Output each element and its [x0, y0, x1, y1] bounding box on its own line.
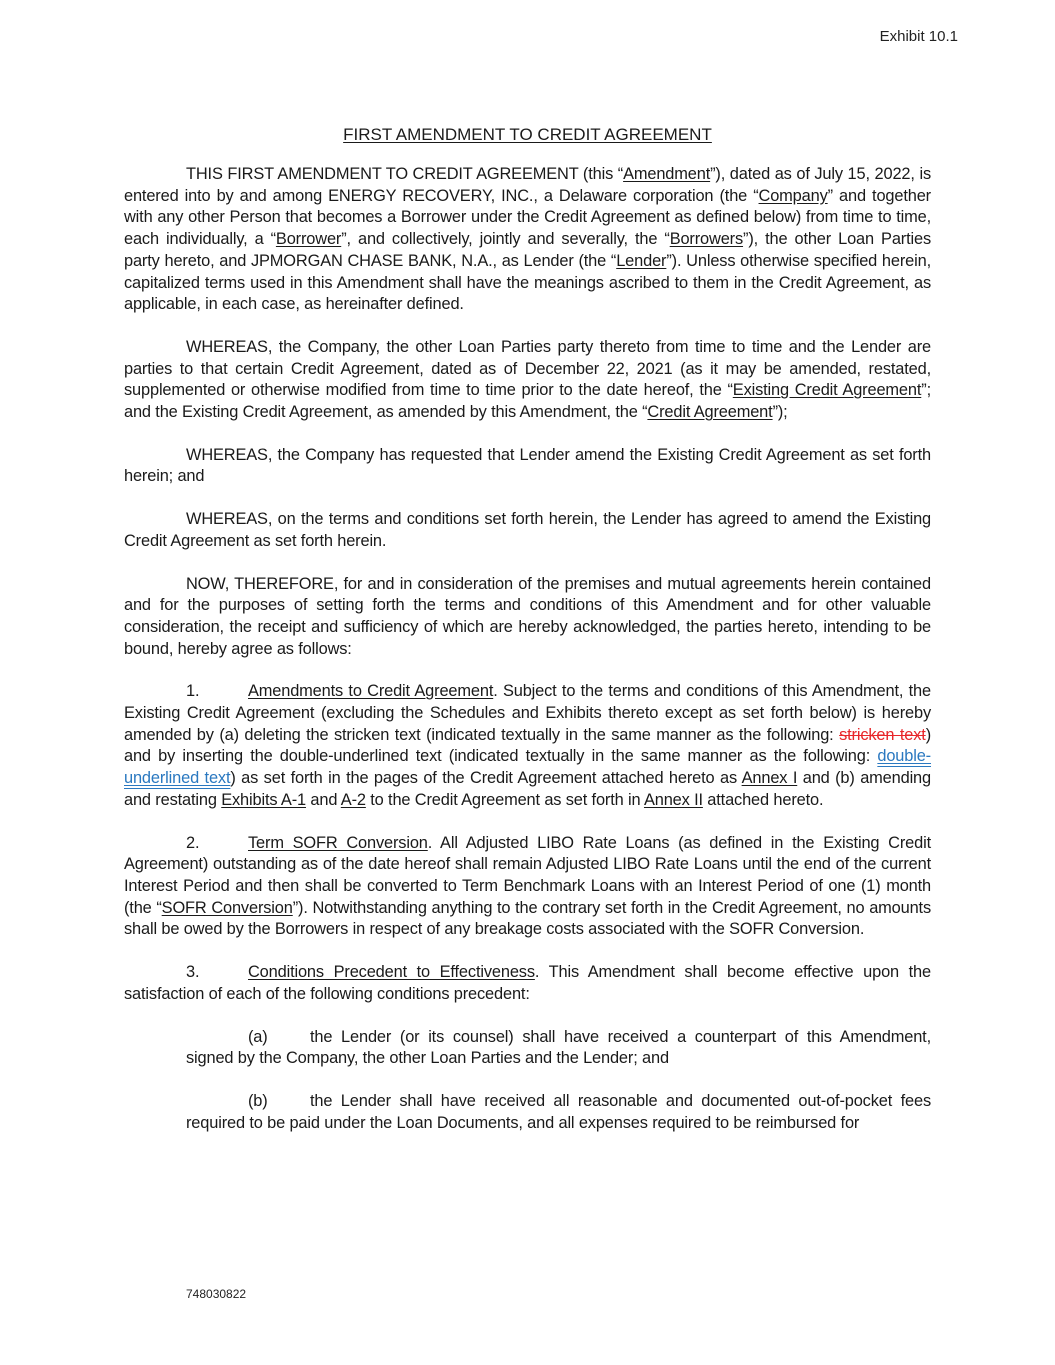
whereas-paragraph-2: WHEREAS, the Company has requested that Lender amend the Existing Credit Agreement as set forth herein; and: [124, 445, 931, 486]
text-run: . All Adjusted LIBO Rate Loans (as defined in the Existing Credit Agreement) outstanding as of the date hereof shall remain Adjusted LIBO Rate Loans until the end of the current Interest Period and then shall be converted to Term Benchmark Loans with an Interest Period of one (1) month (the “: [124, 833, 932, 917]
whereas-paragraph-3: WHEREAS, on the terms and conditions set forth herein, the Lender has agreed to amend the Existing Credit Agreement as set forth herein.: [124, 510, 931, 550]
section-3: [124, 962, 931, 1005]
condition-item-a: [186, 1027, 931, 1070]
text-run: ) and by inserting the double-underlined text (indicated textually in the same manner as the following:: [124, 725, 932, 766]
text-run: ”). Unless otherwise specified herein, capitalized terms used in this Amendment shall have the meanings ascribed to them in the Credit Agreement, as applicable, in each case, as hereinafter defined.: [124, 251, 931, 314]
condition-item-b: [186, 1091, 931, 1134]
section-number: 2.: [186, 833, 200, 852]
exhibit-label: Exhibit 10.1: [879, 28, 958, 45]
text-run: ”; and the Existing Credit Agreement, as amended by this Amendment, the “: [124, 381, 931, 422]
exhibit-a2-reference: A-2: [340, 790, 366, 809]
text-run: . This Amendment shall become effective upon the satisfaction of each of the following conditions precedent:: [124, 963, 931, 1003]
item-text: the Lender (or its counsel) shall have received a counterpart of this Amendment, signed by the Company, the other Loan Parties and the Lender; and: [186, 1027, 931, 1068]
preamble-paragraph: [124, 164, 931, 316]
section-2: [124, 833, 931, 942]
defined-term-borrowers: Borrowers: [669, 230, 744, 249]
document-title: FIRST AMENDMENT TO CREDIT AGREEMENT: [343, 125, 712, 144]
defined-term-borrower: Borrower: [275, 230, 342, 249]
defined-term-existing-credit-agreement: Existing Credit Agreement: [732, 381, 922, 400]
text-run: and (b) amending and restating: [124, 769, 931, 809]
now-therefore-paragraph: NOW, THEREFORE, for and in consideration of the premises and mutual agreements herein contained and for the purposes of setting forth the terms and conditions of this Amendment and for other valuable consideration, the receipt and sufficiency of which are hereby acknowledged, the parties hereto, intending to be bound, hereby agree as follows:: [124, 574, 931, 658]
text-run: ”), dated as of July 15, 2022, is entered into by and among ENERGY RECOVERY, INC., a Delaware corporation (the “: [124, 165, 931, 205]
defined-term-credit-agreement: Credit Agreement: [647, 403, 773, 422]
text-run: THIS FIRST AMENDMENT TO CREDIT AGREEMENT (this “: [186, 165, 624, 183]
section-heading: Amendments to Credit Agreement: [248, 682, 494, 701]
double-underlined-text-sample: double-underlined text: [124, 747, 931, 788]
text-run: attached hereto.: [702, 790, 824, 809]
text-run: ”);: [772, 403, 788, 422]
item-label: (a): [248, 1027, 268, 1046]
whereas-paragraph-1: [124, 337, 931, 424]
item-text: the Lender shall have received all reasonable and documented out-of-pocket fees required to be paid under the Loan Documents, and all expenses required to be reimbursed for: [186, 1091, 931, 1132]
defined-term-lender: Lender: [616, 251, 667, 270]
defined-term-amendment: Amendment: [623, 165, 711, 183]
section-heading: Term SOFR Conversion: [248, 833, 428, 852]
annex-i-reference: Annex I: [741, 769, 798, 788]
stricken-text-sample: stricken text: [839, 725, 926, 744]
defined-term-sofr-conversion: SOFR Conversion: [161, 898, 293, 917]
document-page: [124, 124, 931, 1155]
text-run: ”, and collectively, jointly and severally, the “: [341, 230, 670, 249]
text-run: to the Credit Agreement as set forth in: [365, 790, 644, 809]
text-run: WHEREAS, the Company, the other Loan Parties party thereto from time to time and the Lender are parties to that certain Credit Agreement, dated as of December 22, 2021 (as it may be amended, restated, supplemented or otherwise modified from time to time prior to the date hereof, the “: [124, 337, 931, 400]
text-run: and: [305, 790, 341, 809]
section-number: 3.: [186, 963, 200, 982]
text-run: . Subject to the terms and conditions of this Amendment, the Existing Credit Agreement (excluding the Schedules and Exhibits thereto except as set forth below) is hereby amended by (a) deleting the stricken text (indicated textually in the same manner as the following:: [124, 682, 931, 744]
text-run: ”). Notwithstanding anything to the contrary set forth in the Credit Agreement, no amounts shall be owed by the Borrowers in respect of any breakage costs associated with the SOFR Conversion.: [124, 898, 932, 939]
section-number: 1.: [186, 682, 200, 701]
document-id: 748030822: [186, 1287, 247, 1301]
annex-ii-reference: Annex II: [643, 790, 703, 809]
section-1: [124, 681, 931, 811]
text-run: ) as set forth in the pages of the Credit Agreement attached hereto as: [230, 769, 742, 788]
section-heading: Conditions Precedent to Effectiveness: [248, 963, 535, 982]
defined-term-company: Company: [758, 186, 828, 205]
exhibit-a1-reference: Exhibits A-1: [221, 790, 306, 809]
item-label: (b): [248, 1091, 268, 1110]
text-run: ” and together with any other Person that becomes a Borrower under the Credit Agreement as defined below) from time to time, each individually, a “: [124, 186, 931, 249]
text-run: ”), the other Loan Parties party hereto, and JPMORGAN CHASE BANK, N.A., as Lender (the “: [124, 230, 931, 270]
